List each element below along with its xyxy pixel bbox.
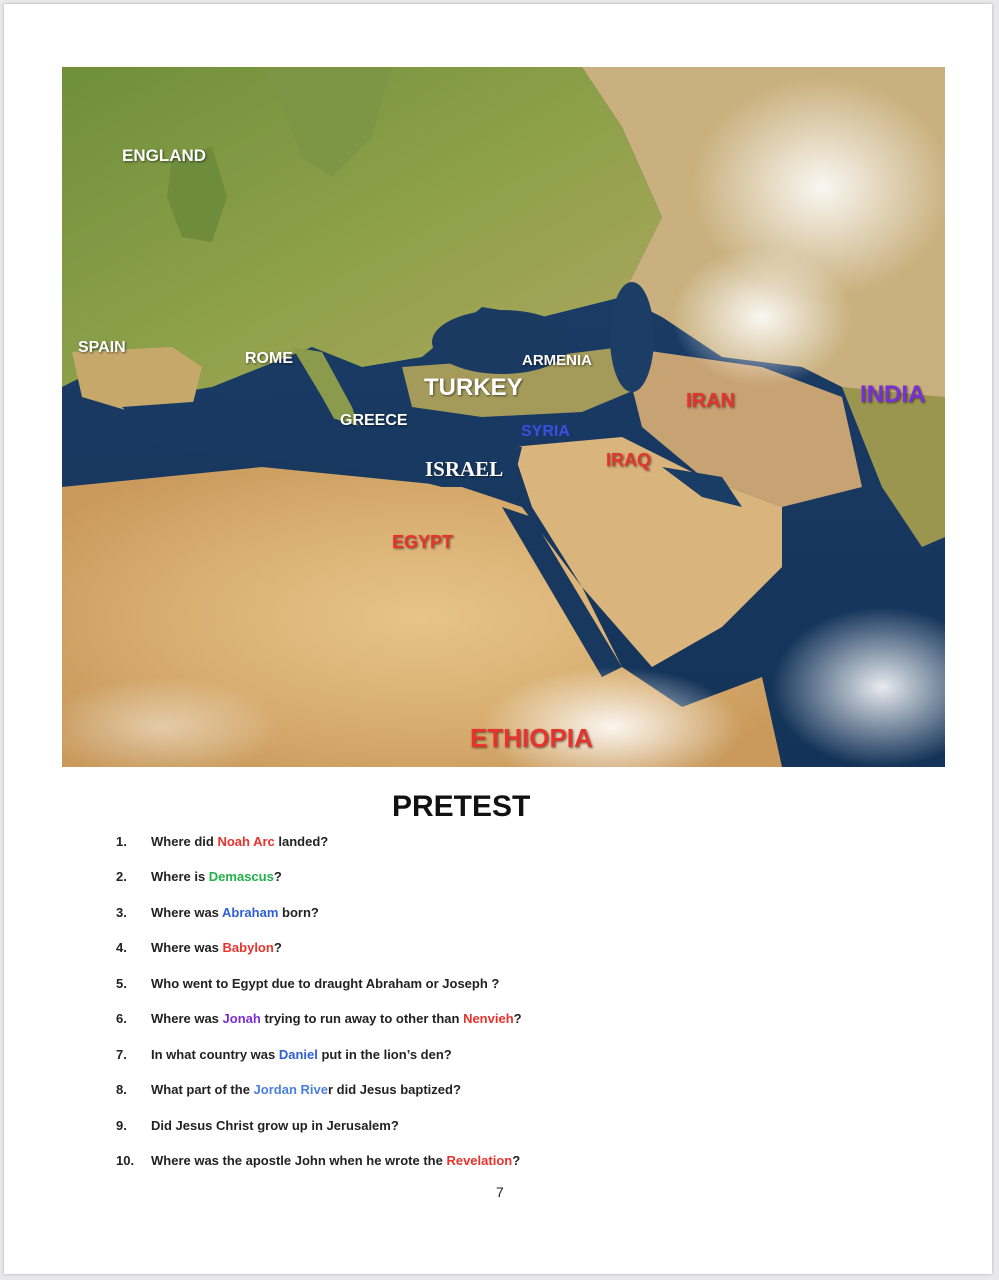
map-label-spain: SPAIN — [78, 339, 126, 356]
question-text — [151, 869, 282, 884]
map-label-england: ENGLAND — [122, 146, 207, 165]
question-text-part: r did Jesus baptized? — [327, 1082, 461, 1097]
map-label-syria: SYRIA — [521, 423, 570, 440]
question-text-part: landed? — [274, 834, 329, 849]
map-label-armenia: ARMENIA — [522, 352, 592, 369]
question-number: 3. — [116, 905, 127, 920]
highlighted-term: Jordan Rive — [253, 1082, 328, 1097]
question-text — [151, 1011, 522, 1026]
highlighted-term: Babylon — [222, 940, 274, 955]
question-text-part: Where did — [151, 834, 218, 849]
map-label-egypt: EGYPT — [392, 532, 454, 552]
question-text-part: In what country was — [151, 1047, 279, 1062]
question-text-part: ? — [273, 869, 282, 884]
question-text-part: Where was — [151, 940, 223, 955]
satellite-map — [62, 67, 945, 767]
question-number: 2. — [116, 869, 127, 884]
document-page — [4, 4, 992, 1274]
pretest-title: PRETEST — [392, 790, 531, 823]
question-number: 5. — [116, 976, 127, 991]
question-text-part: Where was — [151, 1011, 223, 1026]
question-text — [151, 940, 282, 955]
question-text-part: born? — [278, 905, 319, 920]
map-label-turkey: TURKEY — [424, 374, 523, 401]
question-text-part: Did Jesus Christ grow up in Jerusalem? — [151, 1118, 399, 1133]
question-number: 9. — [116, 1118, 127, 1133]
highlighted-term: Daniel — [278, 1047, 318, 1062]
highlighted-term: Demascus — [208, 869, 274, 884]
question-text — [151, 905, 319, 920]
map-label-iraq: IRAQ — [606, 450, 651, 470]
map-terrain — [62, 67, 945, 767]
highlighted-term: Revelation — [446, 1153, 513, 1168]
question-number: 4. — [116, 940, 127, 955]
question-number: 10. — [116, 1153, 135, 1168]
question-number: 1. — [116, 834, 127, 849]
map-label-india: INDIA — [860, 381, 926, 408]
question-text-part: ? — [513, 1011, 522, 1026]
question-text-part: Who went to Egypt due to draught Abraham or Joseph ? — [151, 976, 500, 991]
map-label-greece: GREECE — [340, 412, 408, 429]
question-text-part: put in the lion’s den? — [317, 1047, 452, 1062]
question-number: 7. — [116, 1047, 127, 1062]
question-text-part: Where is — [151, 869, 209, 884]
question-text-part: What part of the — [151, 1082, 254, 1097]
map-label-israel: ISRAEL — [425, 457, 504, 481]
page-number: 7 — [496, 1184, 504, 1200]
map-label-iran: IRAN — [686, 390, 735, 412]
question-text — [151, 976, 499, 991]
map-label-ethiopia: ETHIOPIA — [470, 723, 593, 753]
question-text — [151, 834, 328, 849]
question-text — [151, 1118, 399, 1133]
question-text — [151, 1082, 461, 1097]
question-text-part: ? — [512, 1153, 521, 1168]
question-text-part: Where was the apostle John when he wrote the — [151, 1153, 447, 1168]
question-number: 6. — [116, 1011, 127, 1026]
question-text-part: ? — [273, 940, 282, 955]
question-text — [151, 1047, 452, 1062]
question-text-part: trying to run away to other than — [260, 1011, 464, 1026]
highlighted-term: Noah Arc — [217, 834, 275, 849]
map-label-rome: ROME — [245, 350, 293, 367]
highlighted-term: Abraham — [222, 905, 279, 920]
question-text — [151, 1153, 520, 1168]
question-number: 8. — [116, 1082, 127, 1097]
highlighted-term: Nenvieh — [463, 1011, 514, 1026]
question-text-part: Where was — [151, 905, 223, 920]
highlighted-term: Jonah — [222, 1011, 261, 1026]
